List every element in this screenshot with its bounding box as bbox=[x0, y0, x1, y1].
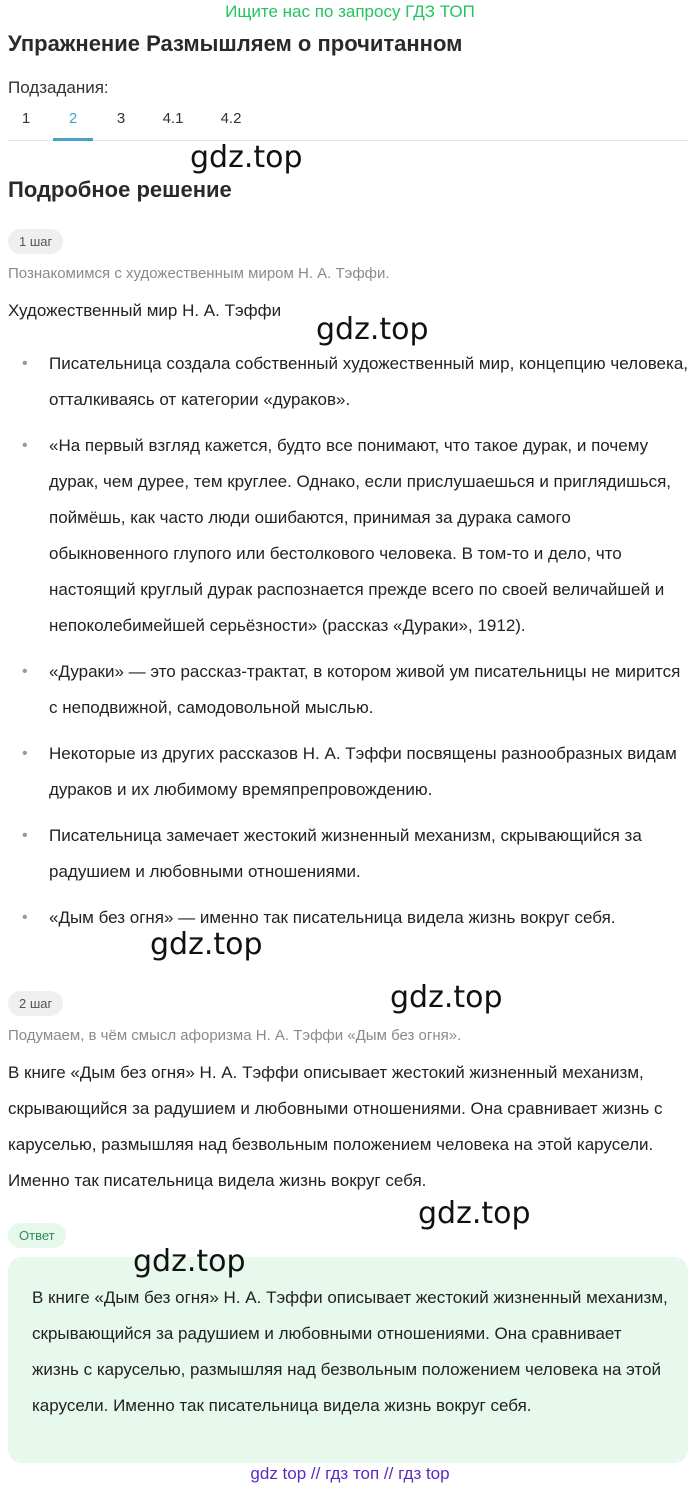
step-2-text: В книге «Дым без огня» Н. А. Тэффи описывает жестокий жизненный механизм, скрывающийся за радушием и любовными отношениями. Она сравнивает жизнь с каруселью, размышляя над безвольным положением человека на этой карусели. Именно так писательница видела жизнь вокруг себя. bbox=[8, 1063, 663, 1190]
step-1-badge: 1 шаг bbox=[8, 229, 63, 254]
answer-box bbox=[8, 1257, 688, 1463]
list-item: • Некоторые из других рассказов Н. А. Тэффи посвящены разнообразных видам дураков и их любимому времяпрепровождению. bbox=[22, 736, 692, 808]
watermark: gdz.top bbox=[133, 1244, 246, 1279]
section-title: Подробное решение bbox=[8, 177, 232, 202]
top-banner[interactable]: Ищите нас по запросу ГДЗ ТОП bbox=[225, 2, 475, 21]
subtasks-label: Подзадания: bbox=[8, 78, 109, 97]
answer-text: В книге «Дым без огня» Н. А. Тэффи описывает жестокий жизненный механизм, скрывающийся за радушием и любовными отношениями. Она сравнивает жизнь с каруселью, размышляя над безвольным положением человека на этой карусели. Именно так писательница видела жизнь вокруг себя. bbox=[32, 1288, 668, 1415]
step-2-badge: 2 шаг bbox=[8, 991, 63, 1016]
tab-4-1[interactable]: 4.1 bbox=[162, 110, 184, 127]
list-item: • Писательница замечает жестокий жизненный механизм, скрывающийся за радушием и любовными отношениями. bbox=[22, 818, 692, 890]
list-item: • «Дым без огня» — именно так писательница видела жизнь вокруг себя. bbox=[22, 900, 692, 936]
watermark: gdz.top bbox=[316, 312, 429, 347]
list-item: • Писательница создала собственный художественный мир, концепцию человека, отталкиваясь от категории «дураков». bbox=[22, 346, 692, 418]
step-1-heading: Художественный мир Н. А. Тэффи bbox=[8, 301, 282, 320]
page-title: Упражнение Размышляем о прочитанном bbox=[8, 31, 463, 56]
tab-2[interactable]: 2 bbox=[68, 110, 78, 127]
watermark: gdz.top bbox=[150, 927, 263, 962]
list-item: • «Дураки» — это рассказ-трактат, в котором живой ум писательницы не мирится с неподвижной, самодовольной мыслью. bbox=[22, 654, 692, 726]
watermark: gdz.top bbox=[390, 980, 503, 1015]
step-2-hint: Подумаем, в чём смысл афоризма Н. А. Тэффи «Дым без огня». bbox=[8, 1027, 462, 1044]
tab-4-2[interactable]: 4.2 bbox=[220, 110, 242, 127]
list-item: • «На первый взгляд кажется, будто все понимают, что такое дурак, и почему дурак, чем дурее, тем круглее. Однако, если прислушаешься и приглядишься, поймёшь, как часто люди ошибаются, принимая за дурака самого обыкновенного глупого или бестолкового человека. В том-то и дело, что настоящий круглый дурак распознается прежде всего по своей величайшей и непоколебимейшей серьёзности» (рассказ «Дураки», 1912). bbox=[22, 428, 692, 644]
watermark: gdz.top bbox=[190, 140, 303, 175]
answer-badge: Ответ bbox=[8, 1223, 66, 1248]
step-1-hint: Познакомимся с художественным миром Н. А. Тэффи. bbox=[8, 265, 390, 282]
active-tab-indicator bbox=[53, 138, 93, 141]
footer-links[interactable]: gdz top // гдз топ // гдз top bbox=[250, 1464, 450, 1483]
tab-3[interactable]: 3 bbox=[116, 110, 126, 127]
subtask-tabs bbox=[8, 104, 688, 141]
step-1-bullet-list bbox=[22, 346, 692, 946]
tab-1[interactable]: 1 bbox=[21, 110, 31, 127]
watermark: gdz.top bbox=[418, 1196, 531, 1231]
